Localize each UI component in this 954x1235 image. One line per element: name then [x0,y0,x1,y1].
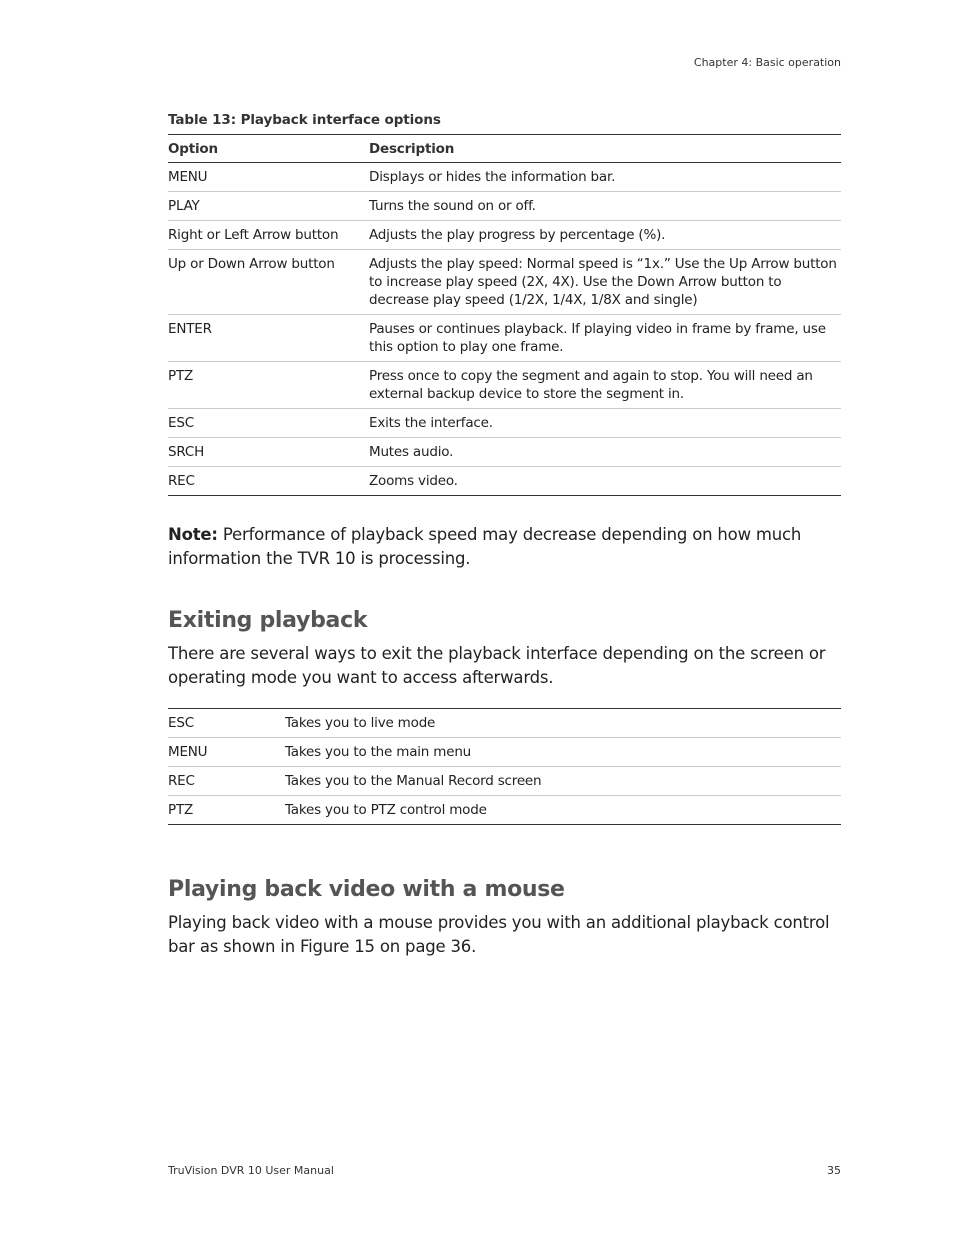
option-cell: ESC [168,409,369,438]
option-cell: Up or Down Arrow button [168,250,369,315]
section-heading-exiting-playback: Exiting playback [168,608,368,633]
key-cell: REC [168,767,285,796]
column-header-description: Description [369,135,841,163]
table-row [168,315,841,362]
table-row [168,221,841,250]
option-cell: PTZ [168,362,369,409]
action-cell: Takes you to live mode [285,709,841,738]
option-cell: SRCH [168,438,369,467]
option-cell: ENTER [168,315,369,362]
table-caption: Table 13: Playback interface options [168,112,441,128]
description-cell: Adjusts the play speed: Normal speed is “1x.” Use the Up Arrow button to increase play speed (2X, 4X). Use the Down Arrow button to decrease play speed (1/2X, 1/4X, 1/8X and single) [369,250,841,315]
performance-note [168,523,841,571]
page-content [168,112,841,959]
note-text: Performance of playback speed may decrease depending on how much information the TVR 10 is processing. [168,525,802,568]
table-row [168,796,841,825]
key-cell: ESC [168,709,285,738]
description-cell: Mutes audio. [369,438,841,467]
running-header: Chapter 4: Basic operation [693,56,841,69]
description-cell: Adjusts the play progress by percentage (%). [369,221,841,250]
table-row [168,362,841,409]
key-cell: PTZ [168,802,194,818]
description-cell: Turns the sound on or off. [369,192,841,221]
playback-options-table [168,134,841,496]
column-header-option: Option [168,135,369,163]
table-row [168,738,841,767]
table-row [168,250,841,315]
mouse-paragraph: Playing back video with a mouse provides you with an additional playback control bar as shown in Figure 15 on page 36. [168,913,830,956]
footer-manual-title: TruVision DVR 10 User Manual [168,1164,334,1177]
action-cell: Takes you to the Manual Record screen [285,767,841,796]
table-row [168,438,841,467]
footer-page-number: 35 [827,1164,841,1177]
exit-options-table [168,708,841,825]
description-cell: Press once to copy the segment and again to stop. You will need an external backup device to store the segment in. [369,362,841,409]
option-cell: PLAY [168,192,369,221]
table-row [168,709,841,738]
option-cell: MENU [168,163,369,192]
table-row [168,467,841,496]
option-cell: Right or Left Arrow button [168,221,369,250]
table-row [168,409,841,438]
table-row [168,192,841,221]
action-cell: Takes you to PTZ control mode [285,802,487,818]
exiting-intro-paragraph: There are several ways to exit the playback interface depending on the screen or operating mode you want to access afterwards. [168,644,826,687]
table-row [168,767,841,796]
section-heading-mouse-playback: Playing back video with a mouse [168,877,565,902]
description-cell: Exits the interface. [369,409,841,438]
description-cell: Pauses or continues playback. If playing video in frame by frame, use this option to play one frame. [369,315,841,362]
table-row [168,163,841,192]
description-cell: Displays or hides the information bar. [369,163,841,192]
table-header-row [168,135,841,163]
note-label: Note: [168,525,218,544]
option-cell: REC [168,473,195,489]
description-cell: Zooms video. [369,473,458,489]
key-cell: MENU [168,738,285,767]
action-cell: Takes you to the main menu [285,738,841,767]
